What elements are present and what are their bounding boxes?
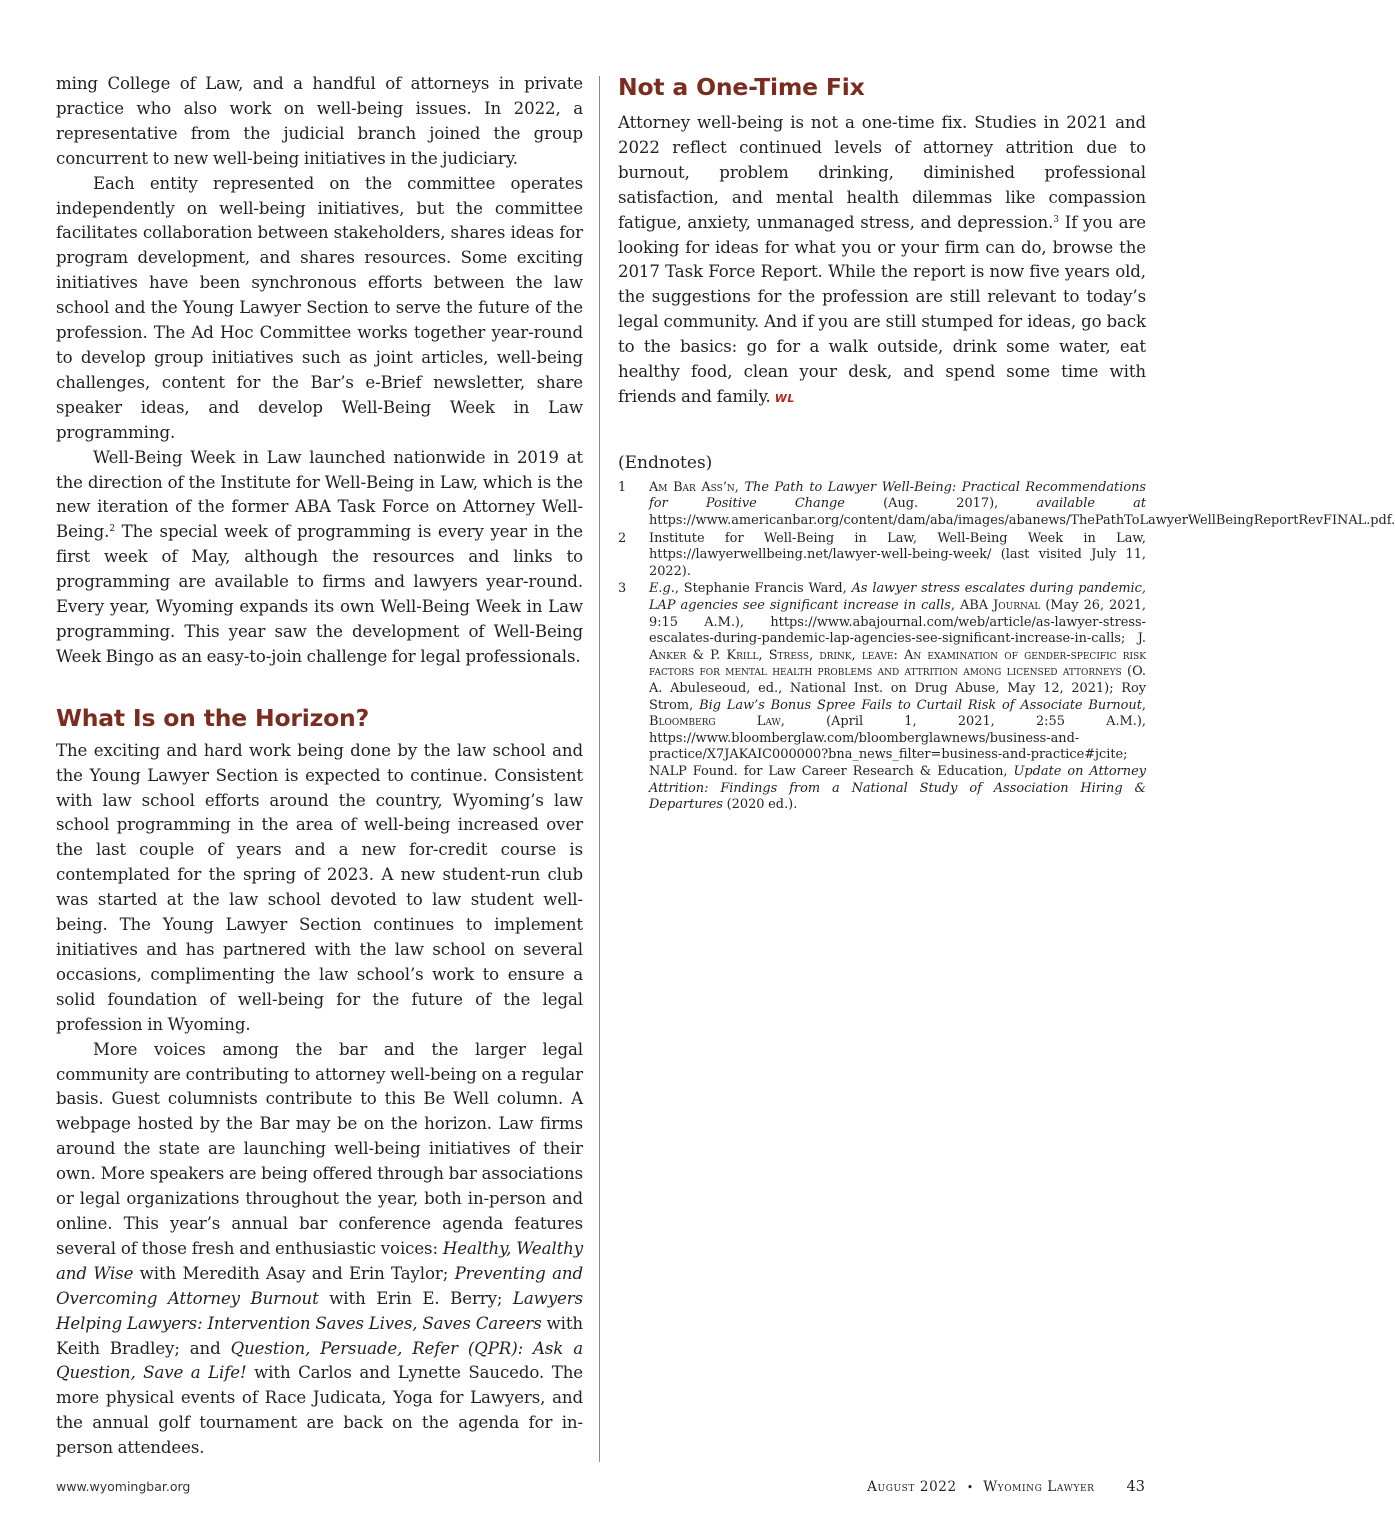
endnote-ref-2[interactable]: 2 xyxy=(109,524,115,535)
footer-bullet: • xyxy=(966,1480,974,1494)
paragraph-committee: Each entity represented on the committee operates independently on well-being initiatives, but the committee facilitates collaboration between stakeholders, shares ideas for program development, and shares resources. Some exciting initiatives have been synchronous efforts between the law school and the Young Lawyer Section to serve the future of the profession. The Ad Hoc Committee works together year-round to develop group initiatives such as joint articles, well-being challenges, content for the Bar’s e-Brief newsletter, share speaker ideas, and develop Well-Being Week in Law programming. xyxy=(56,173,583,442)
left-column xyxy=(56,72,583,1461)
paragraph-more-voices: More voices among the bar and the larger legal community are contributing to attorney well-being on a regular basis. Guest columnists contribute to this Be Well column. A webpage hosted by the Bar may be on the horizon. Law firms around the state are launching well-being initiatives of their own. More speakers are being offered through bar associations or legal organizations throughout the year, both in-person and online. This year’s annual bar conference agenda features several of those fresh and enthusiastic voices: Healthy, Wealthy and Wise with Meredith Asay and Erin Taylor; Preventing and Overcoming Attorney Burnout with Erin E. Berry; Lawyers Helping Lawyers: Intervention Saves Lives, Saves Careers with Keith Bradley; and Question, Persuade, Refer (QPR): Ask a Question, Save a Life! with Carlos and Lynette Saucedo. The more physical events of Race Judicata, Yoga for Lawyers, and the annual golf tournament are back on the agenda for in-person attendees. xyxy=(56,1039,584,1458)
endnote-number: 1 xyxy=(618,479,627,495)
right-column xyxy=(618,72,1395,815)
wl-end-mark: WL xyxy=(774,391,795,405)
endnote-number: 2 xyxy=(618,530,627,546)
section-heading-horizon: What Is on the Horizon? xyxy=(56,703,370,732)
endnote-3: 3 E.g., Stephanie Francis Ward, As lawyer stress escalates during pandemic, LAP agencies see significant increase in calls, ABA Journal (May 26, 2021, 9:15 A.M.), https://www.abajournal.com/web/article/as-lawyer-stress-escalates-during-pandemic-lap-agencies-see-significant-increase-in-calls; J. Anker & P. Krill, Stress, drink, leave: An examination of gender-specific risk factors for mental health problems and attrition among licensed attorneys (O. A. Abuleseoud, ed., National Inst. on Drug Abuse, May 12, 2021); Roy Strom, Big Law’s Bonus Spree Fails to Curtail Risk of Associate Burnout, Bloomberg Law, (April 1, 2021, 2:55 A.M.), https://www.bloomberglaw.com/bloomberglawnews/business-and-practice/X7JAKAIC000000?bna_news_filter=business-and-practice#jcite; NALP Found. for Law Career Research & Education, Update on Attorney Attrition: Findings from a National Study of Association Hiring & Departures (2020 ed.). xyxy=(618,581,1147,813)
endnote-1: 1 Am Bar Ass’n, The Path to Lawyer Well-Being: Practical Recommendations for Positive Change (Aug. 2017), available at https://www.americanbar.org/content/dam/aba/images/abanews/ThePathToLawyerWellBeingReportRevFINAL.pdf. xyxy=(618,479,1395,529)
endnote-3-link[interactable]: (May 26, 2021, 9:15 A.M.), https://www.abajournal.com/web/article/as-lawyer-stress-escalates-during-pandemic-lap-agencies-see-significant-increase-in-calls; xyxy=(649,598,1147,647)
footer-website[interactable]: www.wyomingbar.org xyxy=(56,1479,191,1494)
endnote-number: 3 xyxy=(618,581,627,597)
footer-magazine-name: Wyoming Lawyer xyxy=(983,1479,1095,1495)
paragraph-well-being-week: Well-Being Week in Law launched nationwide in 2019 at the direction of the Institute for Well-Being in Law, which is the new iteration of the former ABA Task Force on Attorney Well-Being.$^2$ The special week of programming is every year in the first week of May, although the resources and links to programming are available to firms and lawyers year-round. Every year, Wyoming expands its own Well-Being Week in Law programming. This year saw the development of Well-Being Week Bingo as an easy-to-join challenge for legal professionals. xyxy=(56,447,583,666)
paragraph-continuation: ming College of Law, and a handful of attorneys in private practice who also work on well-being issues. In 2022, a representative from the judicial branch joined the group concurrent to new well-being initiatives in the judiciary. xyxy=(56,74,583,168)
paragraph-one-time-fix: Attorney well-being is not a one-time fix. Studies in 2021 and 2022 reflect continued levels of attorney attrition due to burnout, problem drinking, diminished professional satisfaction, and mental health dilemmas like compassion fatigue, anxiety, unmanaged stress, and depression.$^3$ If you are looking for ideas for what you or your firm can do, browse the 2017 Task Force Report. While the report is now five years old, the suggestions for the profession are still relevant to today’s legal community. And if you are still stumped for ideas, go back to the basics: go for a walk outside, drink some water, eat healthy food, clean your desk, and spend some time with friends and family. WL xyxy=(618,113,1146,406)
endnote-ref-3[interactable]: 3 xyxy=(1053,214,1059,225)
footer-issue-date: August 2022 xyxy=(867,1479,957,1495)
endnote-2 xyxy=(618,531,1146,581)
page-number: 43 xyxy=(1126,1479,1145,1495)
section-heading-one-time-fix: Not a One-Time Fix xyxy=(618,73,865,101)
endnote-1-link[interactable]: https://www.americanbar.org/content/dam/aba/images/abanews/ThePathToLawyerWellBeingReportRevFINAL.pdf. xyxy=(649,513,1395,529)
footer-issue-info xyxy=(867,1479,1145,1495)
paragraph-horizon: The exciting and hard work being done by the law school and the Young Lawyer Section is expected to continue. Consistent with law school efforts around the country, Wyoming’s law school programming in the area of well-being increased over the last couple of years and a new for-credit course is contemplated for the spring of 2023. A new student-run club was started at the law school devoted to law student well-being. The Young Lawyer Section continues to implement initiatives and has partnered with the law school on several occasions, complimenting the law school’s work to ensure a solid foundation of well-being for the future of the legal profession in Wyoming. xyxy=(56,740,583,1034)
endnotes-heading: (Endnotes) xyxy=(618,452,713,473)
column-divider xyxy=(599,76,600,1462)
endnote-2-text[interactable]: Institute for Well-Being in Law, Well-Being Week in Law, https://lawyerwellbeing.net/lawyer-well-being-week/ (last visited July 11, 2022). xyxy=(649,530,1146,579)
